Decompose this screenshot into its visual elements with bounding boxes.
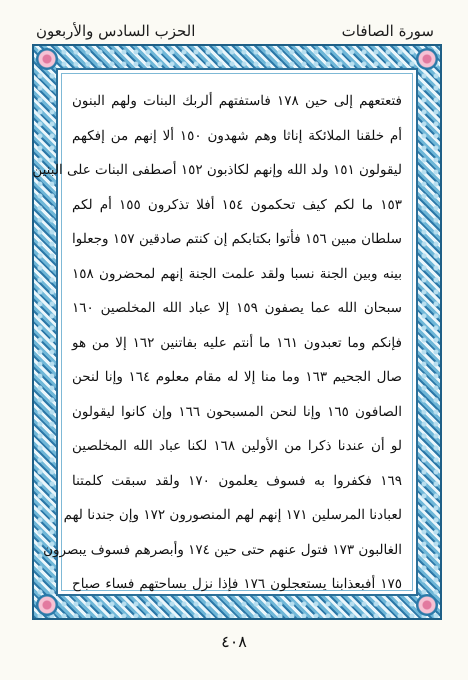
verse-line: الصافون ١٦٥ وإنا لنحن المسبحون ١٦٦ وإن كانوا ليقولون (72, 403, 402, 420)
verse-line: أم خلقنا الملائكة إناثا وهم شهدون ١٥٠ ألا إنهم من إفكهم (72, 127, 402, 144)
surah-name: سورة الصافات (341, 22, 434, 40)
verse-line: فتعتعهم إلى حين ١٧٨ فاستفتهم ألربك البنات ولهم البنون (72, 93, 402, 109)
page-header (0, 0, 468, 48)
corner-rosette-icon (36, 48, 58, 70)
ornamental-border (32, 44, 442, 620)
verse-line: سبحان الله عما يصفون ١٥٩ إلا عباد الله المخلصين ١٦٠ (72, 300, 402, 316)
verse-line: لعبادنا المرسلين ١٧١ إنهم لهم المنصورون ١٧٢ وإن جندنا لهم (63, 507, 402, 523)
verse-line: فإنكم وما تعبدون ١٦١ ما أنتم عليه بفاتنين ١٦٢ إلا من هو (72, 334, 402, 351)
verse-line: الغالبون ١٧٣ فتول عنهم حتى حين ١٧٤ وأبصرهم فسوف يبصرون (43, 541, 402, 558)
corner-rosette-icon (416, 48, 438, 70)
text-panel (32, 68, 418, 596)
verse-lines (32, 84, 403, 592)
verse-line: ١٦٩ فكفروا به فسوف يعلمون ١٧٠ ولقد سبقت كلمتنا (72, 472, 402, 489)
verse-line: لو أن عندنا ذكرا من الأولين ١٦٨ لكنا عباد الله المخلصين (72, 438, 402, 454)
verse-line: ١٧٥ أفبعذابنا يستعجلون ١٧٦ فإذا نزل بساحتهم فساء صباح (72, 576, 403, 592)
verse-line: صال الجحيم ١٦٣ وما منا إلا له مقام معلوم ١٦٤ وإنا لنحن (72, 369, 402, 385)
hizb-label: الحزب السادس والأربعون (36, 22, 196, 40)
corner-rosette-icon (36, 594, 58, 616)
corner-rosette-icon (416, 594, 438, 616)
verse-line: سلطان مبين ١٥٦ فأتوا بكتابكم إن كنتم صادقين ١٥٧ وجعلوا (72, 231, 402, 247)
page-number: ٤٠٨ (221, 632, 247, 651)
verse-line: ليقولون ١٥١ ولد الله وإنهم لكاذبون ١٥٢ أصطفى البنات على البنين (32, 162, 402, 178)
verse-line: ١٥٣ ما لكم كيف تحكمون ١٥٤ أفلا تذكرون ١٥٥ أم لكم (72, 196, 403, 213)
verse-line: بينه وبين الجنة نسبا ولقد علمت الجنة إنهم لمحضرون ١٥٨ (72, 265, 402, 282)
